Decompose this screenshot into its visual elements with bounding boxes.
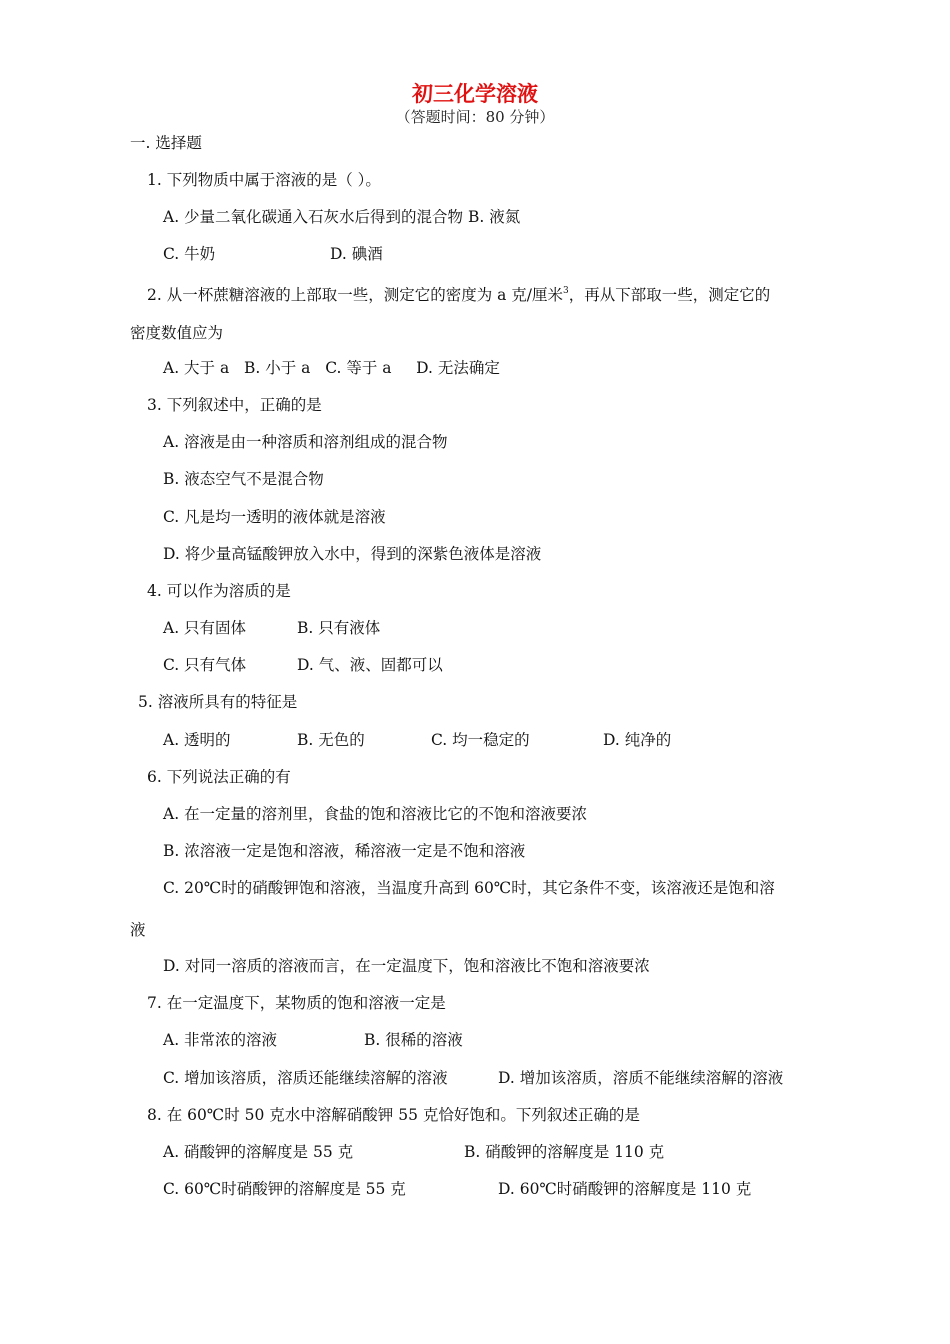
question-8-stem: 8. 在 60℃时 50 克水中溶解硝酸钾 55 克恰好饱和。下列叙述正确的是 (147, 1106, 640, 1124)
question-4-stem: 4. 可以作为溶质的是 (147, 582, 291, 600)
question-6-stem: 6. 下列说法正确的有 (147, 768, 291, 786)
question-2-stem-continuation: 密度数值应为 (130, 324, 224, 342)
question-7-option-c: C. 增加该溶质，溶质还能继续溶解的溶液 (163, 1069, 448, 1087)
question-3-option-b: B. 液态空气不是混合物 (163, 470, 324, 488)
question-2-stem-superscript: 3 (563, 286, 569, 296)
question-2-stem-part2: ，再从下部取一些，测定它的 (568, 286, 771, 304)
page-title: 初三化学溶液 (412, 81, 538, 106)
question-8-option-b: B. 硝酸钾的溶解度是 110 克 (464, 1143, 665, 1161)
question-8-option-a: A. 硝酸钾的溶解度是 55 克 (163, 1143, 354, 1161)
question-7-option-b: B. 很稀的溶液 (364, 1031, 463, 1049)
question-7-stem: 7. 在一定温度下，某物质的饱和溶液一定是 (147, 994, 446, 1012)
question-1-option-d: D. 碘酒 (330, 245, 383, 263)
question-1-option-c: C. 牛奶 (163, 245, 216, 263)
question-5-option-d: D. 纯净的 (603, 731, 672, 749)
question-1-stem: 1. 下列物质中属于溶液的是（ ）。 (147, 171, 381, 189)
question-6-option-d: D. 对同一溶质的溶液而言，在一定温度下，饱和溶液比不饱和溶液要浓 (163, 957, 650, 975)
question-3-stem: 3. 下列叙述中，正确的是 (147, 396, 322, 414)
question-2-stem (147, 281, 770, 305)
question-4-option-c: C. 只有气体 (163, 656, 247, 674)
question-5-option-c: C. 均一稳定的 (431, 731, 530, 749)
question-2-options: A. 大于 a B. 小于 a C. 等于 a D. 无法确定 (163, 359, 500, 377)
page-subtitle: （答题时间：80 分钟） (395, 108, 555, 126)
question-7-option-a: A. 非常浓的溶液 (163, 1031, 278, 1049)
question-5-option-b: B. 无色的 (297, 731, 365, 749)
question-4-option-a: A. 只有固体 (163, 619, 247, 637)
question-1-option-ab: A. 少量二氧化碳通入石灰水后得到的混合物 B. 液氮 (163, 208, 521, 226)
question-4-option-d: D. 气、液、固都可以 (297, 656, 443, 674)
question-4-option-b: B. 只有液体 (297, 619, 381, 637)
question-6-option-b: B. 浓溶液一定是饱和溶液，稀溶液一定是不饱和溶液 (163, 842, 526, 860)
question-6-option-a: A. 在一定量的溶剂里，食盐的饱和溶液比它的不饱和溶液要浓 (163, 805, 588, 823)
question-3-option-a: A. 溶液是由一种溶质和溶剂组成的混合物 (163, 433, 448, 451)
question-8-option-c: C. 60℃时硝酸钾的溶解度是 55 克 (163, 1180, 406, 1198)
question-6-option-c-continuation: 液 (130, 921, 146, 939)
question-3-option-d: D. 将少量高锰酸钾放入水中，得到的深紫色液体是溶液 (163, 545, 542, 563)
question-5-option-a: A. 透明的 (163, 731, 231, 749)
question-5-stem: 5. 溶液所具有的特征是 (138, 693, 298, 711)
question-8-option-d: D. 60℃时硝酸钾的溶解度是 110 克 (498, 1180, 752, 1198)
question-3-option-c: C. 凡是均一透明的液体就是溶液 (163, 508, 386, 526)
question-2-stem-part1: 2. 从一杯蔗糖溶液的上部取一些，测定它的密度为 a 克/厘米 (147, 286, 564, 304)
question-6-option-c: C. 20℃时的硝酸钾饱和溶液，当温度升高到 60℃时，其它条件不变，该溶液还是饱和溶 (163, 879, 775, 897)
question-7-option-d: D. 增加该溶质，溶质不能继续溶解的溶液 (498, 1069, 784, 1087)
section-heading: 一. 选择题 (130, 134, 202, 152)
